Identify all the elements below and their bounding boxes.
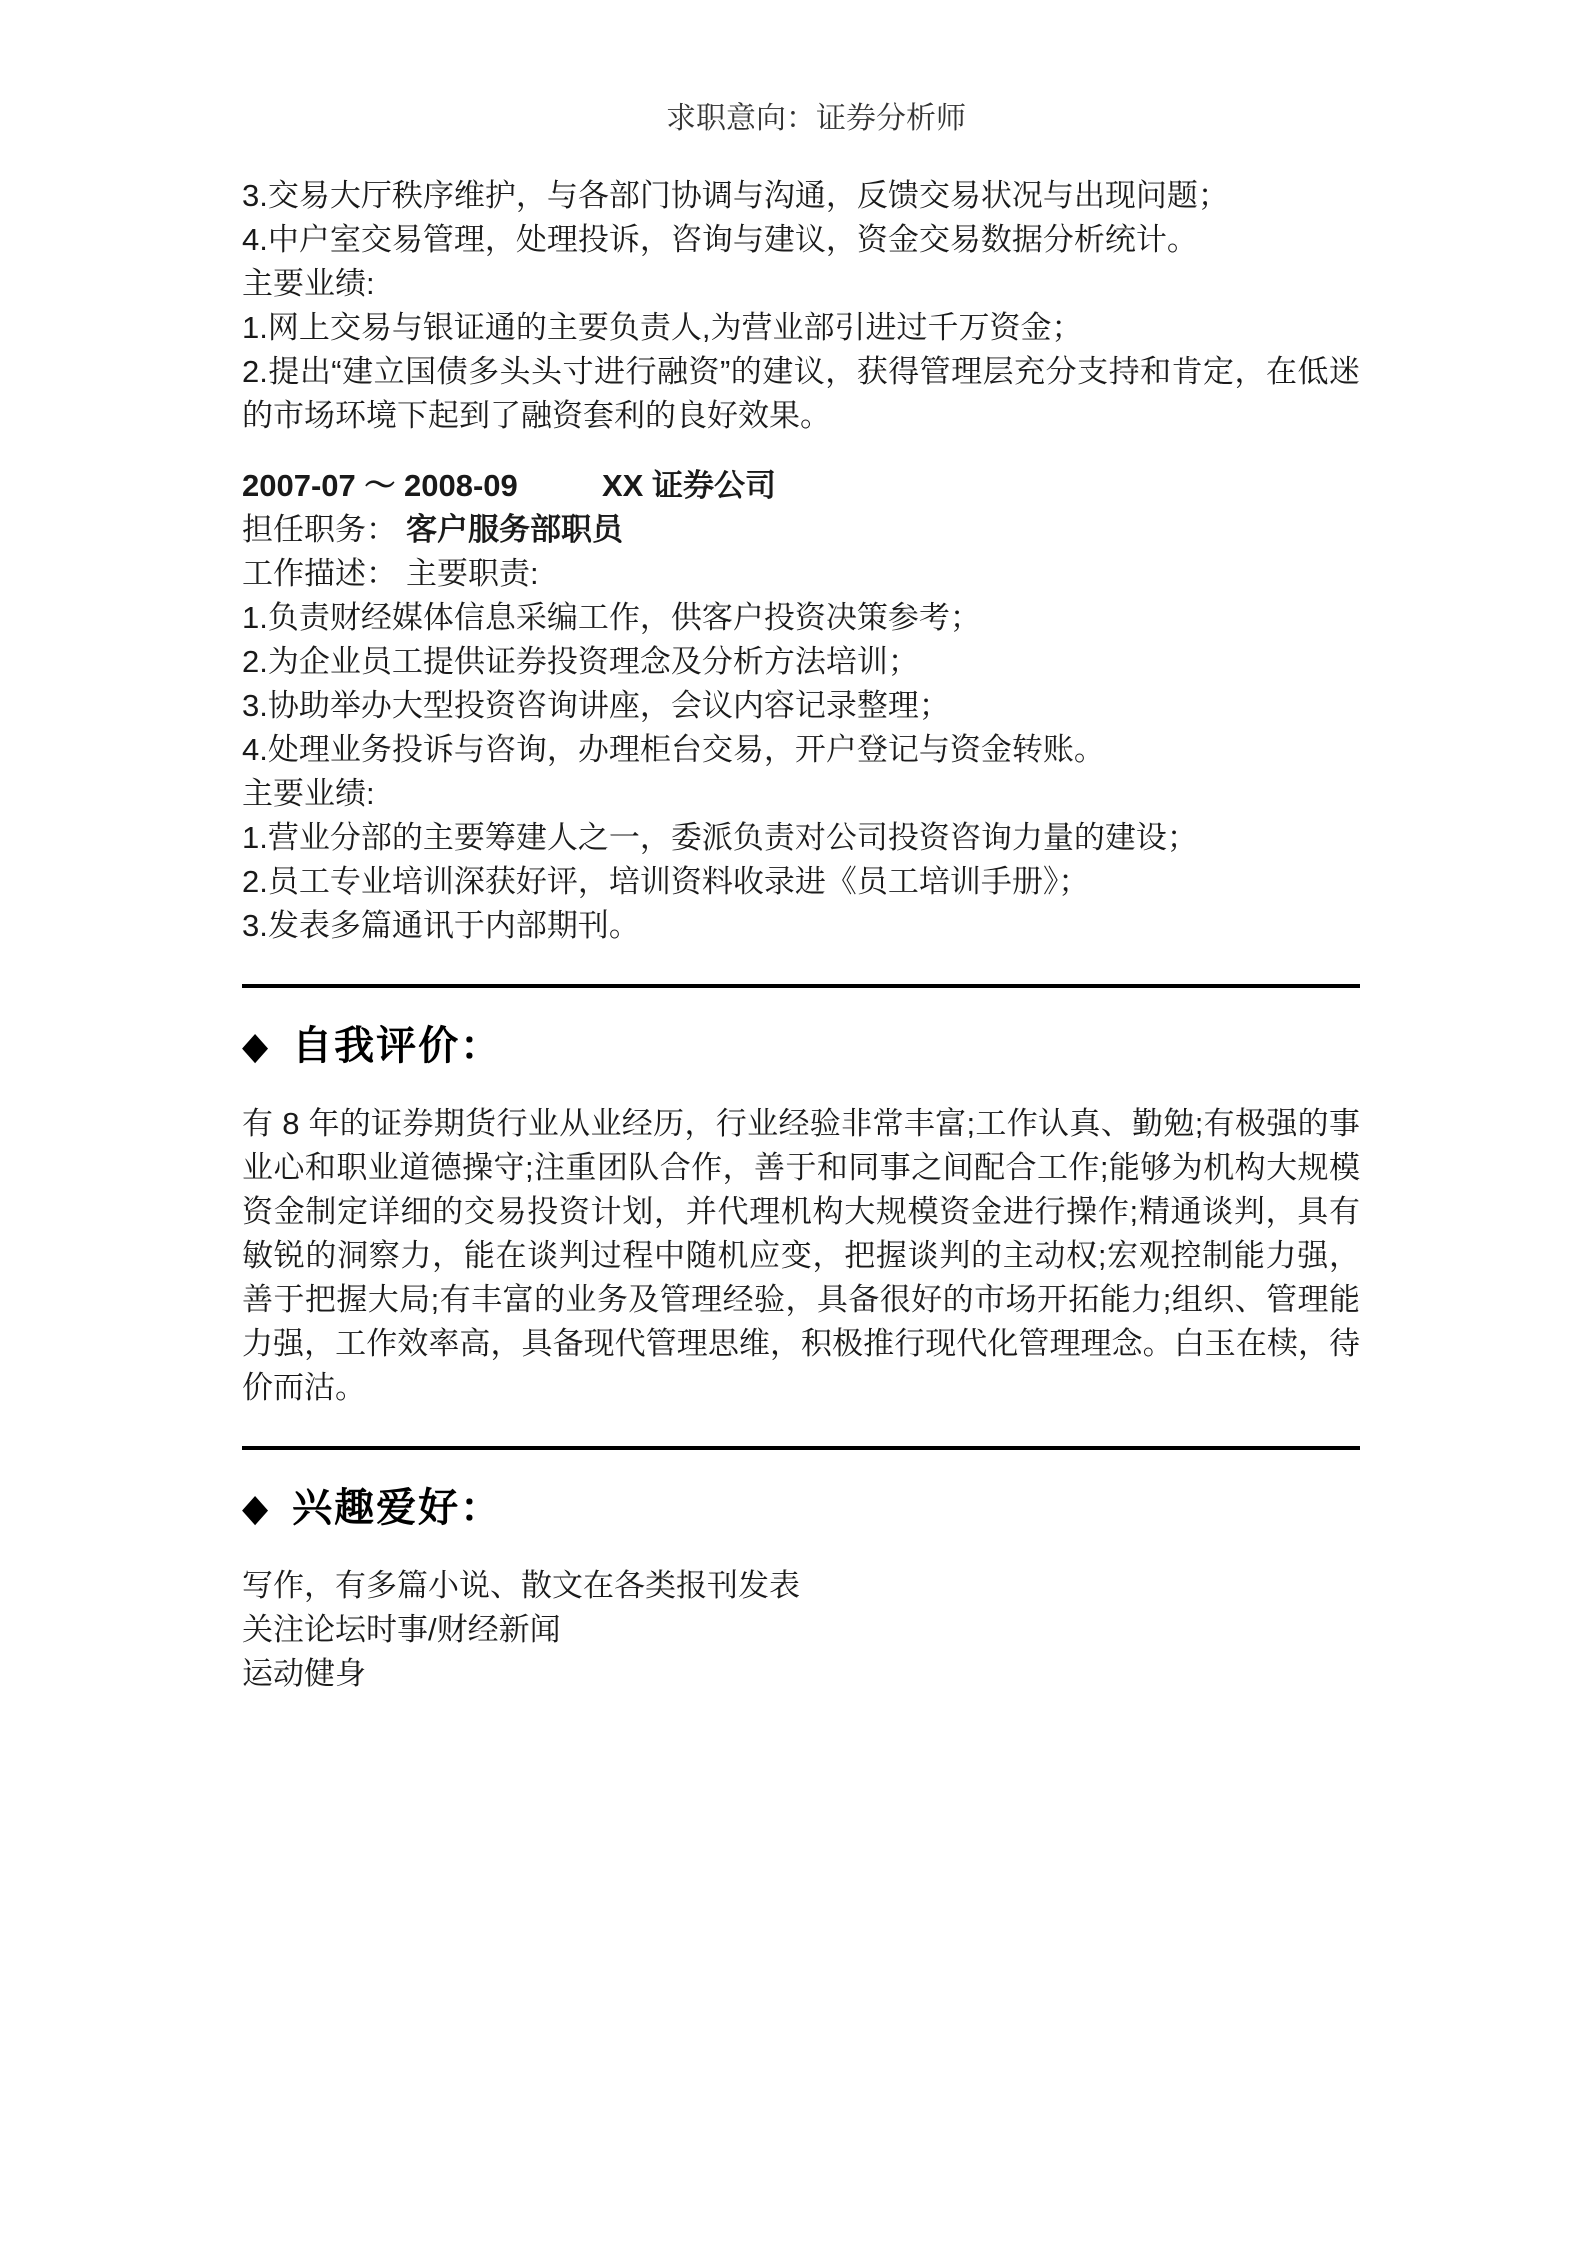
job2-section <box>242 464 1360 948</box>
desc-label: 工作描述： <box>242 556 397 591</box>
job1-duty-line: 4.中户室交易管理，处理投诉，咨询与建议，资金交易数据分析统计。 <box>242 222 1198 257</box>
job1-duty-line: 3.交易大厅秩序维护，与各部门协调与沟通，反馈交易状况与出现问题； <box>242 178 1229 213</box>
hobbies-list <box>242 1564 1360 1696</box>
job1-achievements-label: 主要业绩: <box>242 266 375 301</box>
position-label: 担任职务： <box>242 512 397 547</box>
hobbies-title: 兴趣爱好： <box>292 1486 503 1530</box>
job2-position-row <box>242 508 1360 552</box>
job2-header-row <box>242 464 1360 508</box>
hobbies-heading <box>242 1480 1360 1536</box>
job2-company-name: XX 证券公司 <box>602 468 776 503</box>
job2-achievements-label: 主要业绩: <box>242 776 375 811</box>
job2-achievement-line: 2.员工专业培训深获好评，培训资料收录进《员工培训手册》； <box>242 864 1090 899</box>
self-evaluation-title: 自我评价： <box>292 1024 503 1068</box>
hobby-item: 运动健身 <box>242 1656 366 1691</box>
job1-achievement-line: 1.网上交易与银证通的主要负责人,为营业部引进过千万资金； <box>242 310 1083 345</box>
diamond-icon: ◆ <box>242 1024 269 1068</box>
self-evaluation-heading <box>242 1018 1360 1074</box>
self-evaluation-paragraph: 有 8 年的证券期货行业从业经历，行业经验非常丰富;工作认真、勤勉;有极强的事业心和职业道德操守;注重团队合作，善于和同事之间配合工作;能够为机构大规模资金制定详细的交易投资计划，并代理机构大规模资金进行操作;精通谈判，具有敏锐的洞察力，能在谈判过程中随机应变，把握谈判的主动权;宏观控制能力强，善于把握大局;有丰富的业务及管理经验，具备很好的市场开拓能力;组织、管理能力强，工作效率高，具备现代管理思维，积极推行现代化管理理念。白玉在椟，待价而沽。 <box>242 1106 1360 1405</box>
page-title: 求职意向：证券分析师 <box>666 102 966 135</box>
hobby-item: 关注论坛时事/财经新闻 <box>242 1612 561 1647</box>
section-divider <box>242 984 1360 988</box>
position-value: 客户服务部职员 <box>406 512 623 547</box>
job1-section <box>242 174 1360 438</box>
job1-achievement-paragraph: 2.提出“建立国债多头头寸进行融资”的建议，获得管理层充分支持和肯定，在低迷的市场环境下起到了融资套利的良好效果。 <box>242 354 1360 433</box>
job2-date-range: 2007-07 ～ 2008-09 <box>242 468 518 503</box>
desc-sublabel: 主要职责: <box>406 556 539 591</box>
job2-achievement-line: 3.发表多篇通讯于内部期刊。 <box>242 908 640 943</box>
section-divider <box>242 1446 1360 1450</box>
diamond-icon: ◆ <box>242 1486 269 1530</box>
job2-duty-line: 1.负责财经媒体信息采编工作，供客户投资决策参考； <box>242 600 981 635</box>
job2-duty-line: 2.为企业员工提供证券投资理念及分析方法培训； <box>242 644 919 679</box>
job2-duty-line: 3.协助举办大型投资咨询讲座，会议内容记录整理； <box>242 688 950 723</box>
job2-desc-row <box>242 552 1360 596</box>
job2-duty-line: 4.处理业务投诉与咨询，办理柜台交易，开户登记与资金转账。 <box>242 732 1105 767</box>
job2-achievement-line: 1.营业分部的主要筹建人之一，委派负责对公司投资咨询力量的建设； <box>242 820 1198 855</box>
hobby-item: 写作，有多篇小说、散文在各类报刊发表 <box>242 1568 800 1603</box>
